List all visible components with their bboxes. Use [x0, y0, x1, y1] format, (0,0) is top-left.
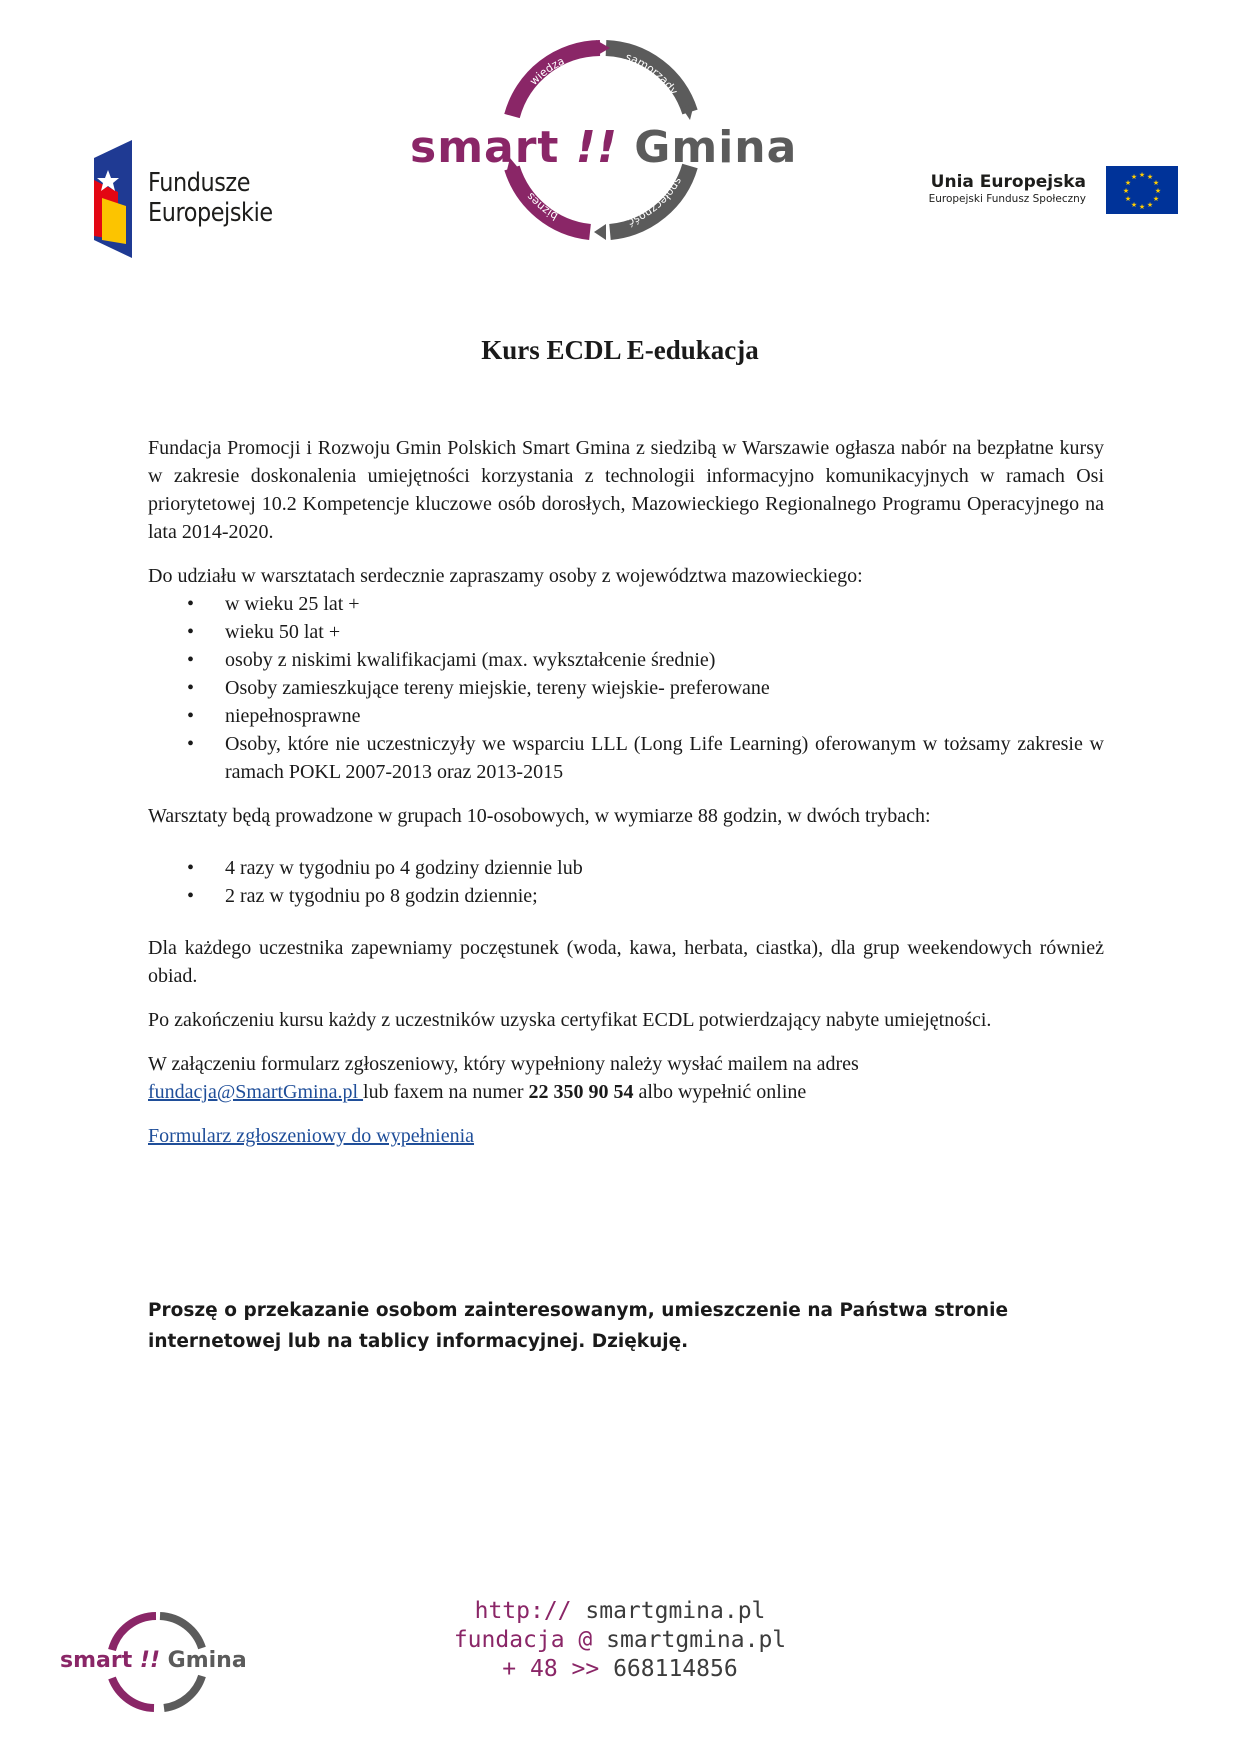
contact-mail[interactable] — [0, 1626, 1240, 1655]
wordmark-exclaim: !! — [575, 122, 618, 173]
attachment-fax-text: lub faxem na numer — [363, 1081, 529, 1103]
attachment-online-text: albo wypełnić online — [633, 1081, 807, 1103]
modes-list — [148, 854, 1104, 910]
svg-text:★: ★ — [1130, 201, 1138, 209]
eu-text — [929, 172, 1086, 206]
fundusze-emblem-icon — [88, 140, 140, 258]
workshops-paragraph: Warsztaty będą prowadzone w grupach 10-osobowych, w wymiarze 88 godzin, w dwóch trybach: — [148, 805, 931, 827]
attachment-paragraph — [148, 1050, 1104, 1106]
unia-europejska-logo — [928, 164, 1178, 220]
fundusze-line1: Fundusze — [148, 168, 251, 198]
fundusze-europejskie-logo — [88, 140, 273, 260]
svg-text:★: ★ — [1152, 195, 1160, 203]
contact-phone — [0, 1655, 1240, 1684]
eu-flag-icon — [1106, 166, 1178, 214]
svg-text:★: ★ — [1154, 187, 1162, 195]
ring-word-biznes: biznes — [523, 190, 561, 223]
invite-paragraph: Do udziału w warsztatach serdecznie zapraszamy osoby z województwa mazowieckiego: — [148, 565, 863, 587]
wordmark-smart: smart — [410, 122, 560, 173]
list-item: • 2 raz w tygodniu po 8 godzin dziennie; — [148, 882, 1104, 910]
svg-text:★: ★ — [1130, 173, 1138, 181]
mail-value: smartgmina.pl — [592, 1627, 787, 1653]
form-link[interactable]: Formularz zgłoszeniowy do wypełnienia — [148, 1125, 475, 1147]
phone-value: 668114856 — [599, 1656, 738, 1682]
list-item: • w wieku 25 lat + — [148, 590, 1104, 618]
intro-paragraph: Fundacja Promocji i Rozwoju Gmin Polskich Smart Gmina z siedzibą w Warszawie ogłasza nabór na bezpłatne kursy w zakresie doskonalenia umiejętności korzystania z technologii informacyjno komunikacyjnych w ramach Osi priorytetowej 10.2 Kompetencje kluczowe osób dorosłych, Mazowieckiego Regionalnego Programu Operacyjnego na lata 2014-2020. — [148, 437, 1104, 543]
certificate-paragraph: Po zakończeniu kursu każdy z uczestników uzyska certyfikat ECDL potwierdzający nabyte umiejętności. — [148, 1009, 992, 1031]
svg-text:★: ★ — [1152, 179, 1160, 187]
smartgmina-wordmark — [410, 122, 797, 173]
catering-paragraph: Dla każdego uczestnika zapewniamy poczęstunek (woda, kawa, herbata, ciastka), dla grup weekendowych również obiad. — [148, 937, 1104, 987]
web-value: smartgmina.pl — [571, 1598, 766, 1624]
fax-number: 22 350 90 54 — [528, 1081, 634, 1103]
wordmark-gmina: Gmina — [634, 122, 798, 173]
ring-word-spolecznosc: społeczność — [625, 175, 685, 229]
document-title: Kurs ECDL E-edukacja — [481, 335, 759, 365]
eligibility-list — [148, 590, 1104, 786]
svg-text:★: ★ — [1138, 203, 1146, 211]
list-item: • 4 razy w tygodniu po 4 godziny dziennie lub — [148, 854, 1104, 882]
mail-prefix: fundacja @ — [453, 1627, 593, 1653]
ring-word-wiedza: wiedza — [527, 54, 567, 88]
list-item: • Osoby zamieszkujące tereny miejskie, tereny wiejskie- preferowane — [148, 674, 1104, 702]
eu-subtitle: Europejski Fundusz Społeczny — [928, 193, 1086, 205]
svg-text:★: ★ — [1124, 195, 1132, 203]
web-prefix: http:// — [474, 1598, 572, 1624]
phone-prefix: + 48 >> — [502, 1656, 600, 1682]
contact-web[interactable] — [0, 1597, 1240, 1626]
document-body — [148, 434, 1104, 1150]
footer-wordmark-exclaim: !! — [139, 1648, 160, 1673]
attachment-text: W załączeniu formularz zgłoszeniowy, który wypełniony należy wysłać mailem na adres — [148, 1053, 859, 1075]
ring-word-samorzady: samorządy — [623, 50, 681, 98]
list-item: • niepełnosprawne — [148, 702, 1104, 730]
form-link-paragraph — [148, 1122, 1104, 1150]
svg-text:★: ★ — [1124, 179, 1132, 187]
svg-text:★: ★ — [1138, 171, 1146, 179]
svg-text:★: ★ — [1122, 187, 1130, 195]
list-item: • Osoby, które nie uczestniczyły we wsparciu LLL (Long Life Learning) oferowanym w tożsamy zakresie w ramach POKL 2007-2013 oraz 2013-2015 — [148, 730, 1104, 786]
smartgmina-logo — [410, 40, 798, 250]
list-item: • wieku 50 lat + — [148, 618, 1104, 646]
list-item: • osoby z niskimi kwalifikacjami (max. wykształcenie średnie) — [148, 646, 1104, 674]
svg-text:★: ★ — [1146, 173, 1154, 181]
email-link[interactable]: fundacja@SmartGmina.pl — [148, 1081, 364, 1103]
eu-title: Unia Europejska — [930, 172, 1086, 192]
fundusze-line2: Europejskie — [148, 198, 273, 228]
closing-note: Proszę o przekazanie osobom zainteresowanym, umieszczenie na Państwa stronie internetowej lub na tablicy informacyjnej. Dziękuję. — [148, 1300, 1008, 1352]
footer-contact — [0, 1597, 1240, 1684]
svg-text:★: ★ — [1146, 201, 1154, 209]
fundusze-text — [148, 168, 273, 228]
footer-wordmark-smart: smart — [60, 1648, 133, 1673]
footer-wordmark-gmina: Gmina — [167, 1648, 247, 1673]
